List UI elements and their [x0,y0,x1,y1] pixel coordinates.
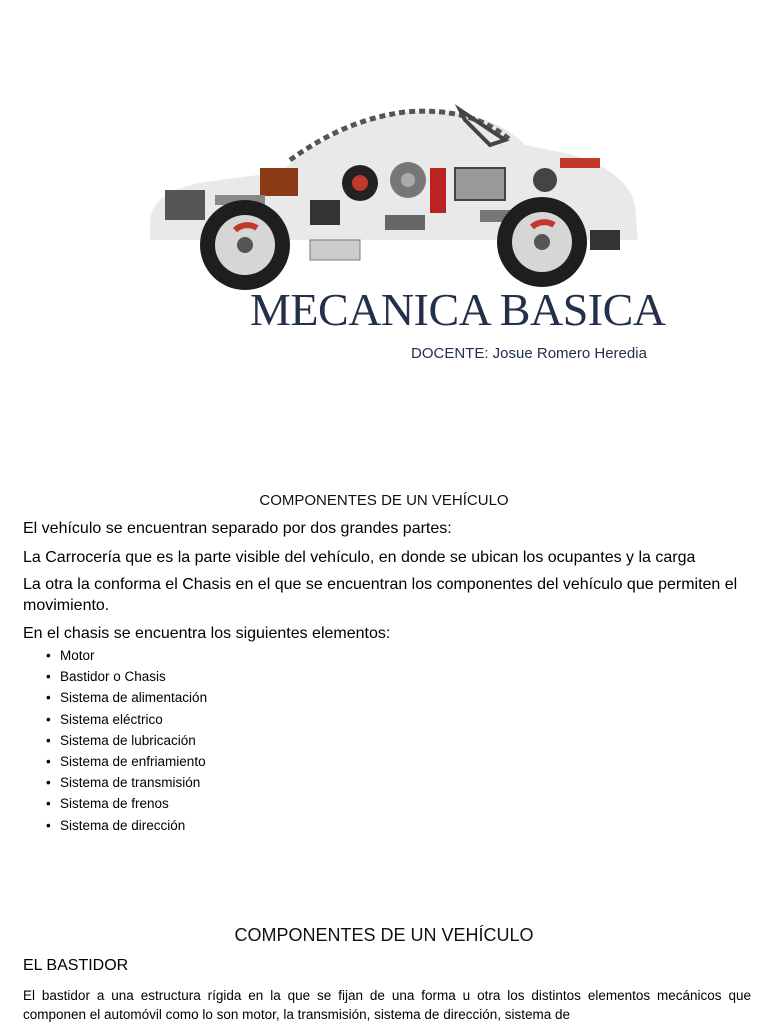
car-parts-illustration [130,90,650,290]
paragraph-parts: El vehículo se encuentran separado por dos grandes partes: [23,520,452,537]
list-item: • Sistema de frenos [46,796,169,812]
list-item: • Sistema de transmisión [46,775,201,791]
list-item: • Sistema eléctrico [46,711,163,727]
elements-list [46,645,207,836]
list-item: • Sistema de enfriamiento [46,753,206,769]
paragraph-carroceria: La Carrocería que es la parte visible del vehículo, en donde se ubican los ocupantes y la carga [23,549,696,566]
paragraph-chasis: La otra la conforma el Chasis en el que se encuentran los componentes del vehículo que permiten el movimiento. [23,576,738,614]
subtitle-bastidor: EL BASTIDOR [23,957,129,974]
section-title-components: COMPONENTES DE UN VEHÍCULO [259,492,509,509]
section-title-components-2: COMPONENTES DE UN VEHÍCULO [234,925,534,945]
list-item: • Sistema de lubricación [46,732,196,748]
list-item: • Sistema de alimentación [46,690,208,706]
paragraph-elements-intro: En el chasis se encuentra los siguientes elementos: [23,625,391,642]
docente-label: DOCENTE: Josue Romero Heredia [411,345,647,362]
list-item: • Bastidor o Chasis [46,669,166,685]
paragraph-bastidor: El bastidor a una estructura rígida en la que se fijan de una forma u otra los distintos elementos mecánicos que componen el automóvil como lo son motor, la transmisión, sistema de dirección, sistema de [23,988,751,1022]
slide-title: MECANICA BASICA [250,284,666,335]
list-item: • Motor [46,648,95,663]
list-item: • Sistema de dirección [46,817,186,833]
